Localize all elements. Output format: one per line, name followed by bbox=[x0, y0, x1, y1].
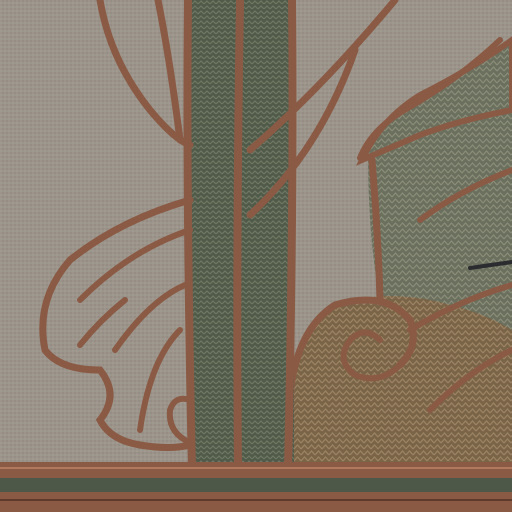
stem-cord-right bbox=[288, 0, 293, 470]
bottom-cord-band bbox=[0, 462, 512, 478]
bottom-cord-band-lower bbox=[0, 492, 512, 512]
stem-cord-center bbox=[237, 0, 240, 470]
bottom-green-band bbox=[0, 478, 512, 492]
